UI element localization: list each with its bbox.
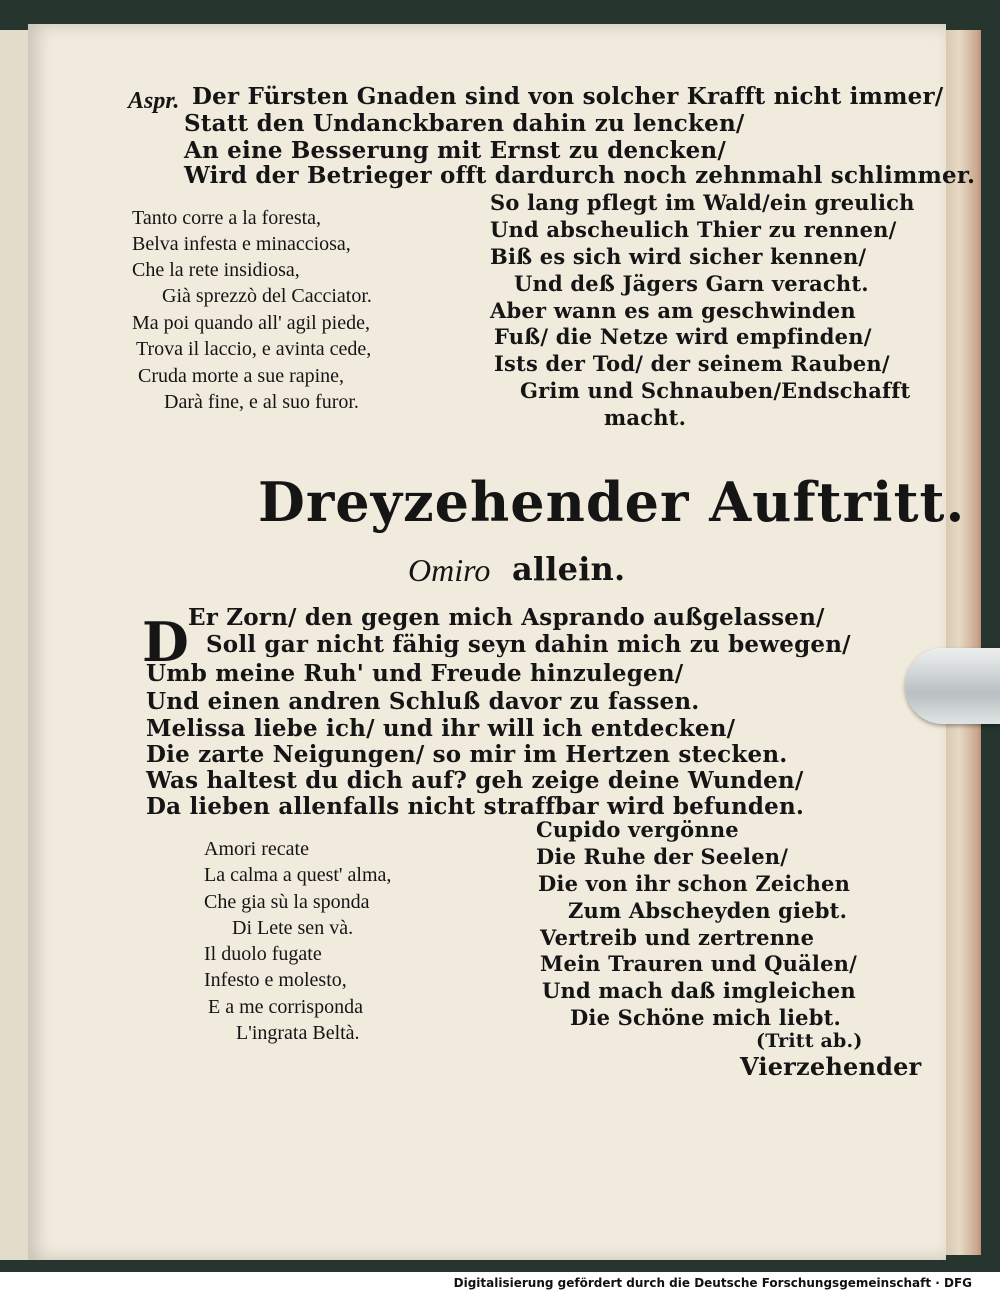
italian-verse: Ma poi quando all' agil piede, xyxy=(132,312,370,334)
recitative-line: Und einen andren Schluß davor zu fassen. xyxy=(146,688,700,715)
italian-verse: Darà fine, e al suo furor. xyxy=(164,391,359,413)
dialogue-line: Wird der Betrieger offt dardurch noch zehnmahl schlimmer. xyxy=(184,162,976,189)
german-verse: Mein Trauren und Quälen/ xyxy=(540,951,857,976)
dialogue-line: Statt den Undanckbaren dahin zu lencken/ xyxy=(184,110,745,137)
italian-verse: Tanto corre a la foresta, xyxy=(132,207,322,229)
catchword: Vierzehender xyxy=(740,1052,922,1081)
german-verse: Biß es sich wird sicher kennen/ xyxy=(490,244,867,269)
italian-verse: Il duolo fugate xyxy=(204,943,322,965)
scene-subheading: allein. xyxy=(512,550,626,588)
dialogue-line: Der Fürsten Gnaden sind von solcher Krafft nicht immer/ xyxy=(192,83,944,110)
german-verse: Und deß Jägers Garn veracht. xyxy=(514,271,869,296)
italian-verse: Già sprezzò del Cacciator. xyxy=(162,285,372,307)
german-verse: Cupido vergönne xyxy=(536,817,739,842)
german-verse: macht. xyxy=(604,405,687,430)
recitative-line: Da lieben allenfalls nicht straffbar wird befunden. xyxy=(146,793,805,820)
speaker-label: Aspr. xyxy=(128,88,180,114)
stage-direction: (Tritt ab.) xyxy=(756,1030,863,1052)
german-verse: Die Ruhe der Seelen/ xyxy=(536,844,789,869)
italian-verse: Infesto e molesto, xyxy=(204,969,347,991)
recitative-line: Was haltest du dich auf? geh zeige deine Wunden/ xyxy=(146,767,804,794)
german-verse: Ists der Tod/ der seinem Rauben/ xyxy=(494,351,890,376)
italian-verse: Che la rete insidiosa, xyxy=(132,259,300,281)
scene-character-name: Omiro xyxy=(408,552,491,588)
page-stack-edge xyxy=(945,30,981,1255)
recitative-line: Soll gar nicht fähig seyn dahin mich zu bewegen/ xyxy=(206,631,851,658)
german-verse: Zum Abscheyden giebt. xyxy=(568,898,848,923)
recitative-line: Er Zorn/ den gegen mich Asprando außgelassen/ xyxy=(188,604,825,631)
german-verse: Die Schöne mich liebt. xyxy=(570,1005,842,1030)
italian-verse: Cruda morte a sue rapine, xyxy=(138,365,345,387)
italian-verse: Trova il laccio, e avinta cede, xyxy=(136,338,372,360)
german-verse: Grim und Schnauben/Endschafft xyxy=(520,378,911,403)
italian-verse: Amori recate xyxy=(204,838,309,860)
german-verse: Und mach daß imgleichen xyxy=(542,978,856,1003)
german-verse: So lang pflegt im Wald/ein greulich xyxy=(490,190,915,215)
italian-verse: Belva infesta e minacciosa, xyxy=(132,233,351,255)
italian-verse: La calma a quest' alma, xyxy=(204,864,392,886)
german-verse: Vertreib und zertrenne xyxy=(540,925,815,950)
previous-page-edge xyxy=(0,30,30,1260)
german-verse: Fuß/ die Netze wird empfinden/ xyxy=(494,324,872,349)
recitative-line: Melissa liebe ich/ und ihr will ich entdecken/ xyxy=(146,715,736,742)
recitative-line: Umb meine Ruh' und Freude hinzulegen/ xyxy=(146,660,684,687)
scene-heading: Dreyzehender Auftritt. xyxy=(258,470,966,534)
dialogue-line: An eine Besserung mit Ernst zu dencken/ xyxy=(184,137,726,164)
recitative-line: Die zarte Neigungen/ so mir im Hertzen stecken. xyxy=(146,741,788,768)
page-clip xyxy=(905,648,1000,724)
german-verse: Die von ihr schon Zeichen xyxy=(538,871,851,896)
italian-verse: E a me corrisponda xyxy=(208,996,363,1018)
italian-verse: L'ingrata Beltà. xyxy=(236,1022,360,1044)
drop-initial: D xyxy=(142,610,189,674)
german-verse: Und abscheulich Thier zu rennen/ xyxy=(490,217,897,242)
footer-credit: Digitalisierung gefördert durch die Deutsche Forschungsgemeinschaft · DFG xyxy=(453,1276,972,1290)
german-verse: Aber wann es am geschwinden xyxy=(490,298,856,323)
italian-verse: Di Lete sen và. xyxy=(232,917,354,939)
italian-verse: Che gia sù la sponda xyxy=(204,891,370,913)
